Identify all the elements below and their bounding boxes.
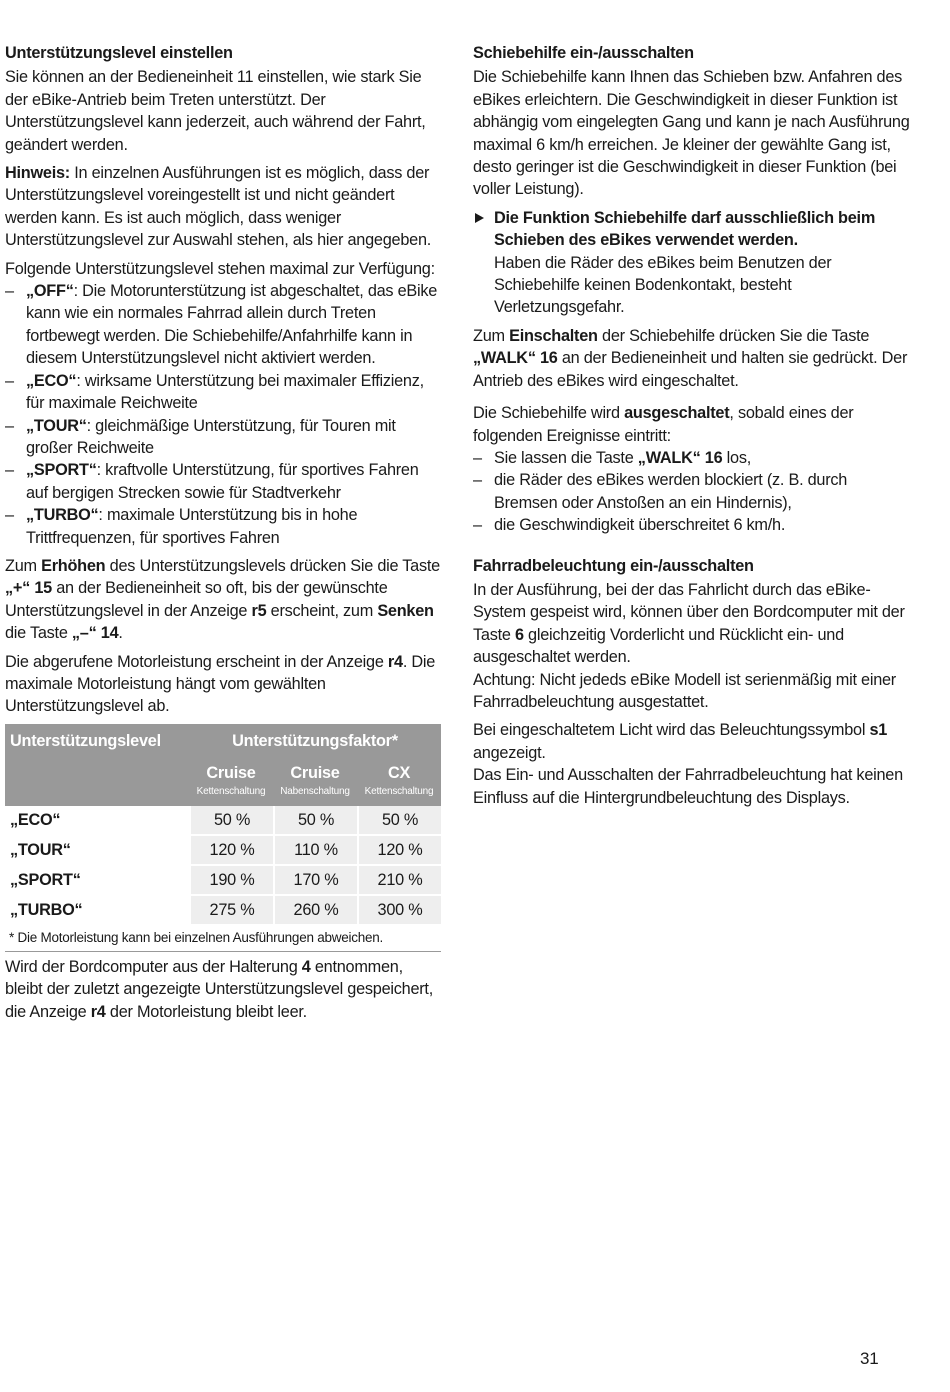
bold-run: „–“ 14 (71, 624, 119, 643)
table-subheader-row (5, 758, 441, 806)
bold-run: Erhöhen (41, 556, 106, 575)
text-run: der Schiebehilfe drücken Sie die Taste (597, 326, 870, 345)
header-empty (5, 758, 189, 806)
subheader-cruise-kette (189, 758, 273, 806)
levels-intro: Folgende Unterstützungslevel stehen maximal zur Verfügung: (5, 259, 435, 278)
bold-run: Senken (377, 601, 434, 620)
text-run: die Taste (5, 624, 72, 643)
bold-run: „WALK“ 16 (637, 448, 723, 467)
text-run: Sie lassen die Taste (494, 448, 638, 467)
level-desc: : wirksame Unterstützung bei maximaler Effizienz, für maximale Reichweite (26, 371, 424, 413)
text-run: Wird der Bordcomputer aus der Halterung (5, 957, 302, 976)
row-value: 110 % (273, 836, 357, 866)
right-column (473, 42, 913, 815)
schiebehilfe-intro: Die Schiebehilfe kann Ihnen das Schieben bzw. Anfahren des eBikes erleichtern. Die Geschwindigkeit in dieser Funktion ist abhängig vom eingelegten Gang und kann je nach Ausführung maximal 6 km/h erreichen. Je kleiner der gewählte Gang ist, desto geringer ist die Geschwindigkeit in dieser Funktion (bei voller Leistung). (473, 68, 910, 199)
row-value: 120 % (357, 836, 441, 866)
subheader-name: Cruise (290, 763, 340, 782)
levels-list (5, 280, 441, 549)
warning-text: Haben die Räder des eBikes beim Benutzen der Schiebehilfe keinen Bodenkontakt, besteht Verletzungsgefahr. (494, 253, 832, 317)
list-item (473, 447, 913, 469)
bordcomputer-paragraph (5, 956, 441, 1023)
row-value: 190 % (189, 866, 273, 896)
level-name: „OFF“ (26, 282, 74, 301)
text-run: an der Bedieneinheit und halten sie gedrückt. Der Antrieb des eBikes wird eingeschaltet. (473, 349, 908, 390)
table-row (5, 806, 441, 836)
list-item (5, 504, 441, 549)
bold-run: r4 (387, 652, 403, 671)
table-header-row (5, 724, 441, 758)
table-row (5, 866, 441, 896)
list-item: – die Geschwindigkeit überschreitet 6 km/h. (473, 514, 913, 536)
row-level: „TURBO“ (5, 896, 189, 926)
subheader-cx-kette (357, 758, 441, 806)
walk-off-paragraph (473, 402, 913, 447)
text-run: Die Schiebehilfe wird (473, 404, 625, 423)
list-item (5, 280, 441, 370)
row-value: 120 % (189, 836, 273, 866)
bold-run: r4 (90, 1002, 106, 1021)
raise-lower-paragraph (5, 555, 441, 645)
achtung-paragraph: Achtung: Nicht jededs eBike Modell ist serienmäßig mit einer Fahrradbeleuchtung ausgestattet. (473, 670, 896, 711)
subheader-cruise-nabe (273, 758, 357, 806)
text-run: . (118, 624, 123, 643)
row-value: 260 % (273, 896, 357, 926)
row-level: „ECO“ (5, 806, 189, 836)
row-level: „TOUR“ (5, 836, 189, 866)
text-run: entnommen, bleibt der zuletzt angezeigte Unterstützungslevel gespeichert, die Anzeige (5, 957, 433, 1021)
header-factor: Unterstützungsfaktor* (189, 724, 441, 758)
bold-run: 6 (514, 625, 524, 644)
row-value: 275 % (189, 896, 273, 926)
text-run: an der Bedieneinheit so oft, bis der gewünschte Unterstützungslevel in der Anzeige (5, 579, 388, 620)
text-run: los, (722, 448, 752, 467)
symbol-paragraph (473, 719, 913, 764)
level-name: „TOUR“ (26, 416, 87, 435)
row-value: 50 % (273, 806, 357, 836)
row-level: „SPORT“ (5, 866, 189, 896)
row-value: 170 % (273, 866, 357, 896)
list-item (5, 415, 441, 460)
heading-fahrradbeleuchtung: Fahrradbeleuchtung ein-/ausschalten (473, 556, 754, 575)
row-value: 50 % (189, 806, 273, 836)
table-row (5, 896, 441, 926)
level-desc: : gleichmäßige Unterstützung, für Touren mit großer Reichweite (26, 416, 396, 457)
bold-run: „+“ 15 (5, 579, 52, 598)
level-name: „ECO“ (26, 371, 77, 390)
table-footnote: * Die Motorleistung kann bei einzelnen Ausführungen abweichen. (5, 926, 441, 952)
text-run: , sobald eines der folgenden Ereignisse eintritt: (473, 404, 854, 445)
text-run: gleichzeitig Vorderlicht und Rücklicht ein- und ausgeschaltet werden. (473, 625, 844, 667)
hinweis-paragraph (5, 162, 441, 252)
list-item (5, 459, 441, 504)
off-events-list (473, 447, 913, 537)
bold-run: r5 (251, 601, 267, 620)
row-value: 50 % (357, 806, 441, 836)
text-run: angezeigt. (473, 743, 546, 762)
list-item (5, 370, 441, 415)
text-run: Zum (473, 326, 510, 345)
header-level: Unterstützungslevel (5, 724, 189, 758)
light-paragraph (473, 579, 913, 669)
text-run: Bei eingeschaltetem Licht wird das Beleuchtungssymbol (473, 721, 870, 740)
bold-run: „WALK“ 16 (473, 349, 558, 368)
page-number: 31 (860, 1349, 879, 1368)
text-run: In der Ausführung, bei der das Fahrlicht durch das eBike-System gespeist wird, können über den Bordcomputer mit der Taste (473, 580, 905, 644)
text-run: Die abgerufene Motorleistung erscheint in der Anzeige (5, 652, 388, 671)
warning-triangle-icon (475, 213, 484, 223)
level-name: „TURBO“ (26, 506, 99, 525)
level-desc: : kraftvolle Unterstützung, für sportives Fahren auf bergigen Strecken sowie für Stadtverkehr (26, 461, 419, 502)
row-value: 300 % (357, 896, 441, 926)
bold-run: ausgeschaltet (624, 404, 730, 423)
bold-run: Einschalten (509, 326, 598, 345)
subheader-sub: Nabenschaltung (280, 786, 350, 798)
bold-run: 4 (301, 957, 311, 976)
text-run: . Die maximale Motorleistung hängt vom gewählten Unterstützungslevel ab. (5, 652, 436, 716)
text-run: erscheint, zum (266, 601, 378, 620)
level-desc: : Die Motorunterstützung ist abgeschaltet, das eBike kann wie ein normales Fahrrad allein durch Treten fortbewegt werden. Die Schiebehilfe/Anfahrhilfe kann in diesem Unterstützungslevel nicht aktiviert werden. (26, 282, 438, 368)
row-value: 210 % (357, 866, 441, 896)
hinweis-text: In einzelnen Ausführungen ist es möglich, dass der Unterstützungslevel voreingestellt ist und nicht geändert werden kann. Es ist auch möglich, dass weniger Unterstützungslevel zur Auswahl stehen, als hier angegeben. (5, 164, 432, 250)
level-name: „SPORT“ (26, 461, 97, 480)
text-run: der Motorleistung bleibt leer. (105, 1002, 307, 1021)
heading-schiebehilfe: Schiebehilfe ein-/ausschalten (473, 44, 694, 62)
text-run: Zum (5, 556, 42, 575)
text-run: des Unterstützungslevels drücken Sie die Taste (105, 556, 440, 575)
intro-paragraph: Sie können an der Bedieneinheit 11 einstellen, wie stark Sie der eBike-Antrieb beim Treten unterstützt. Der Unterstützungslevel kann jederzeit, auch während der Fahrt, geändert werden. (5, 68, 426, 154)
backlight-paragraph: Das Ein- und Ausschalten der Fahrradbeleuchtung hat keinen Einfluss auf die Hintergrundbeleuchtung des Displays. (473, 766, 903, 807)
hinweis-label: Hinweis: (5, 164, 70, 183)
warning-bold: Die Funktion Schiebehilfe darf ausschließlich beim Schieben des eBikes verwendet werden. (494, 208, 876, 250)
support-level-table (5, 724, 441, 926)
list-item: – die Räder des eBikes werden blockiert (z. B. durch Bremsen oder Anstoßen an ein Hindernis), (473, 469, 913, 514)
walk-on-paragraph (473, 325, 913, 392)
subheader-name: Cruise (206, 763, 256, 782)
subheader-sub: Kettenschaltung (364, 786, 434, 798)
subheader-name: CX (387, 763, 411, 782)
warning-block (473, 207, 913, 319)
bold-run: s1 (869, 721, 888, 740)
table-row (5, 836, 441, 866)
left-column (5, 42, 441, 1029)
heading-unterstuetzungslevel: Unterstützungslevel einstellen (5, 44, 233, 62)
motor-paragraph (5, 651, 441, 718)
level-desc: : maximale Unterstützung bis in hohe Trittfrequenzen, für sportives Fahren (26, 506, 358, 547)
subheader-sub: Kettenschaltung (196, 786, 266, 798)
